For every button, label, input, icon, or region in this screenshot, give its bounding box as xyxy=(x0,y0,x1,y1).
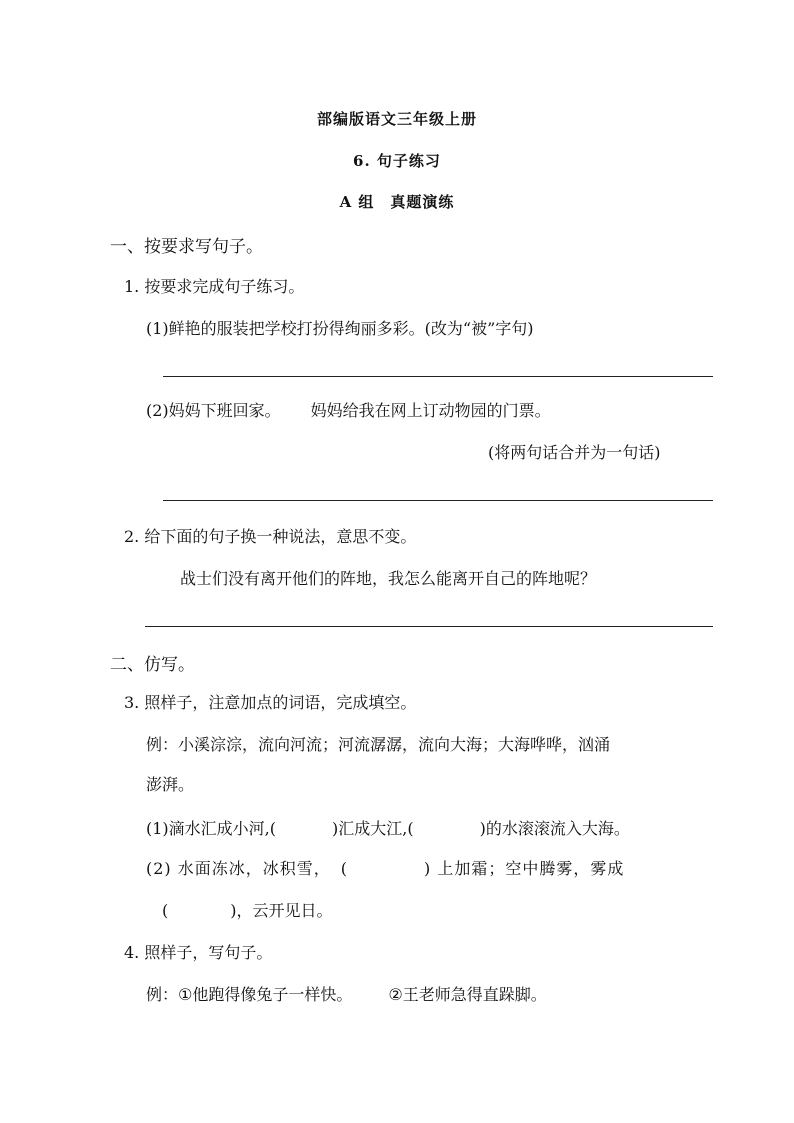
open-paren: ( xyxy=(162,901,169,920)
question-4-example xyxy=(146,982,547,1005)
question-3-item-2 xyxy=(146,856,624,879)
question-3-example-line-2: 澎湃。 xyxy=(146,775,195,794)
open-paren: ( xyxy=(407,819,414,838)
question-3-item-2-cont xyxy=(162,898,333,921)
open-paren: ( xyxy=(269,819,277,838)
item-1-part-a: (1)滴水汇成小河, xyxy=(146,819,270,838)
item-2-sentence-b: 妈妈给我在网上订动物园的门票。 xyxy=(310,401,551,420)
question-4-label: 4. 照样子，写句子。 xyxy=(124,943,273,962)
question-1-item-2-note: (将两句话合并为一句话) xyxy=(488,443,661,462)
item-2-part-c: )，云开见日。 xyxy=(230,901,333,920)
item-2-sentence-a: (2)妈妈下班回家。 xyxy=(146,401,281,420)
item-1-part-c: )的水滚滚流入大海。 xyxy=(479,819,630,838)
answer-line-3[interactable] xyxy=(145,626,713,627)
open-paren: ( xyxy=(340,859,349,878)
item-1-part-b: )汇成大江, xyxy=(332,819,408,838)
question-3-item-1 xyxy=(146,816,630,839)
example-b: ②王老师急得直跺脚。 xyxy=(388,985,547,1004)
question-3-example-line-1: 例：小溪淙淙，流向河流；河流潺潺，流向大海；大海哗哗，汹涌 xyxy=(146,735,611,754)
question-2-sentence: 战士们没有离开他们的阵地，我怎么能离开自己的阵地呢？ xyxy=(180,569,597,588)
question-1-item-1: (1)鲜艳的服装把学校打扮得绚丽多彩。(改为“被”字句) xyxy=(146,319,534,338)
item-2-part-a: (2) 水面冻冰，冰积雪， xyxy=(146,859,331,878)
group-title: A 组 真题演练 xyxy=(339,193,455,211)
section-heading-1: 一、按要求写句子。 xyxy=(110,237,263,257)
answer-line-2[interactable] xyxy=(163,500,713,501)
section-heading-2: 二、仿写。 xyxy=(110,655,195,675)
item-2-part-b: ) 上加霜；空中腾雾，雾成 xyxy=(424,859,625,878)
question-2-label: 2. 给下面的句子换一种说法，意思不变。 xyxy=(124,527,417,546)
question-1-item-2 xyxy=(146,398,551,421)
answer-line-1[interactable] xyxy=(163,376,713,377)
question-1-label: 1. 按要求完成句子练习。 xyxy=(124,277,305,296)
question-3-label: 3. 照样子，注意加点的词语，完成填空。 xyxy=(124,693,417,712)
page-title: 部编版语文三年级上册 xyxy=(316,110,477,128)
example-a: 例：①他跑得像兔子一样快。 xyxy=(146,985,353,1004)
lesson-title: 6. 句子练习 xyxy=(353,152,441,170)
